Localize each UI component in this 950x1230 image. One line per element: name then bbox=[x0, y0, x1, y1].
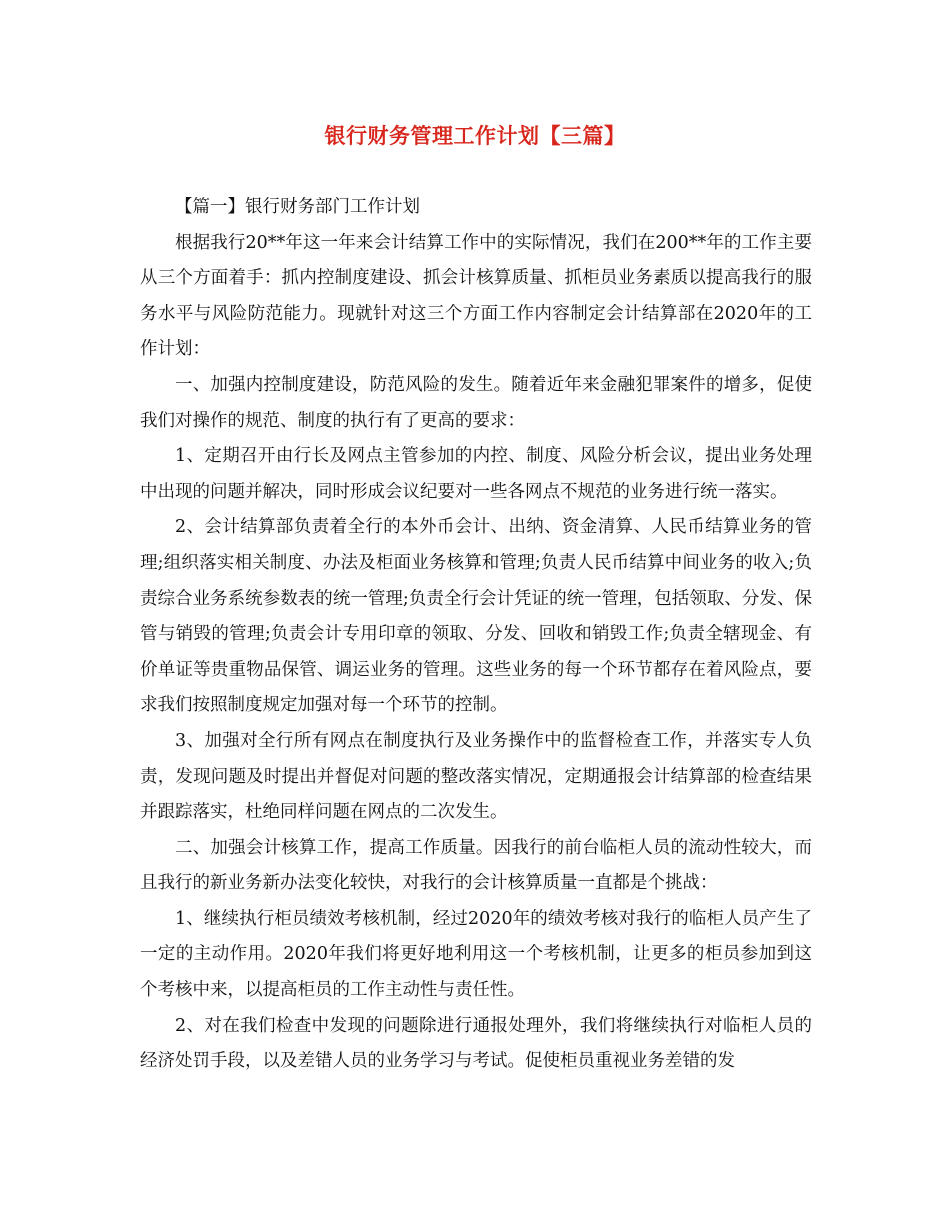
body-paragraph: 2、对在我们检查中发现的问题除进行通报处理外，我们将继续执行对临柜人员的经济处罚手段，以及差错人员的业务学习与考试。促使柜员重视业务差错的发 bbox=[140, 1015, 812, 1072]
document-title: 银行财务管理工作计划【三篇】 bbox=[324, 123, 626, 148]
body-paragraph: 1、继续执行柜员绩效考核机制，经过2020年的绩效考核对我行的临柜人员产生了一定的主动作用。2020年我们将更好地利用这一个考核机制，让更多的柜员参加到这个考核中来，以提高柜员的工作主动性与责任性。 bbox=[140, 908, 812, 1001]
body-paragraph: 根据我行20**年这一年来会计结算工作中的实际情况，我们在200**年的工作主要从三个方面着手：抓内控制度建设、抓会计核算质量、抓柜员业务素质以提高我行的服务水平与风险防范能力。现就针对这三个方面工作内容制定会计结算部在2020年的工作计划： bbox=[140, 232, 812, 360]
section-heading: 【篇一】银行财务部门工作计划 bbox=[175, 197, 420, 217]
body-paragraph: 2、会计结算部负责着全行的本外币会计、出纳、资金清算、人民币结算业务的管理;组织落实相关制度、办法及柜面业务核算和管理;负责人民币结算中间业务的收入;负责综合业务系统参数表的统一管理;负责全行会计凭证的统一管理，包括领取、分发、保管与销毁的管理;负责会计专用印章的领取、分发、回收和销毁工作;负责全辖现金、有价单证等贵重物品保管、调运业务的管理。这些业务的每一个环节都存在着风险点，要求我们按照制度规定加强对每一个环节的控制。 bbox=[140, 517, 812, 716]
body-paragraph: 3、加强对全行所有网点在制度执行及业务操作中的监督检查工作，并落实专人负责，发现问题及时提出并督促对问题的整改落实情况，定期通报会计结算部的检查结果并跟踪落实，杜绝同样问题在网点的二次发生。 bbox=[140, 730, 812, 823]
body-paragraph: 二、加强会计核算工作，提高工作质量。因我行的前台临柜人员的流动性较大，而且我行的新业务新办法变化较快，对我行的会计核算质量一直都是个挑战： bbox=[140, 837, 812, 894]
body-paragraph: 一、加强内控制度建设，防范风险的发生。随着近年来金融犯罪案件的增多，促使我们对操作的规范、制度的执行有了更高的要求： bbox=[140, 374, 812, 431]
document-body bbox=[140, 190, 812, 1080]
body-paragraph: 1、定期召开由行长及网点主管参加的内控、制度、风险分析会议，提出业务处理中出现的问题并解决，同时形成会议纪要对一些各网点不规范的业务进行统一落实。 bbox=[140, 446, 812, 502]
